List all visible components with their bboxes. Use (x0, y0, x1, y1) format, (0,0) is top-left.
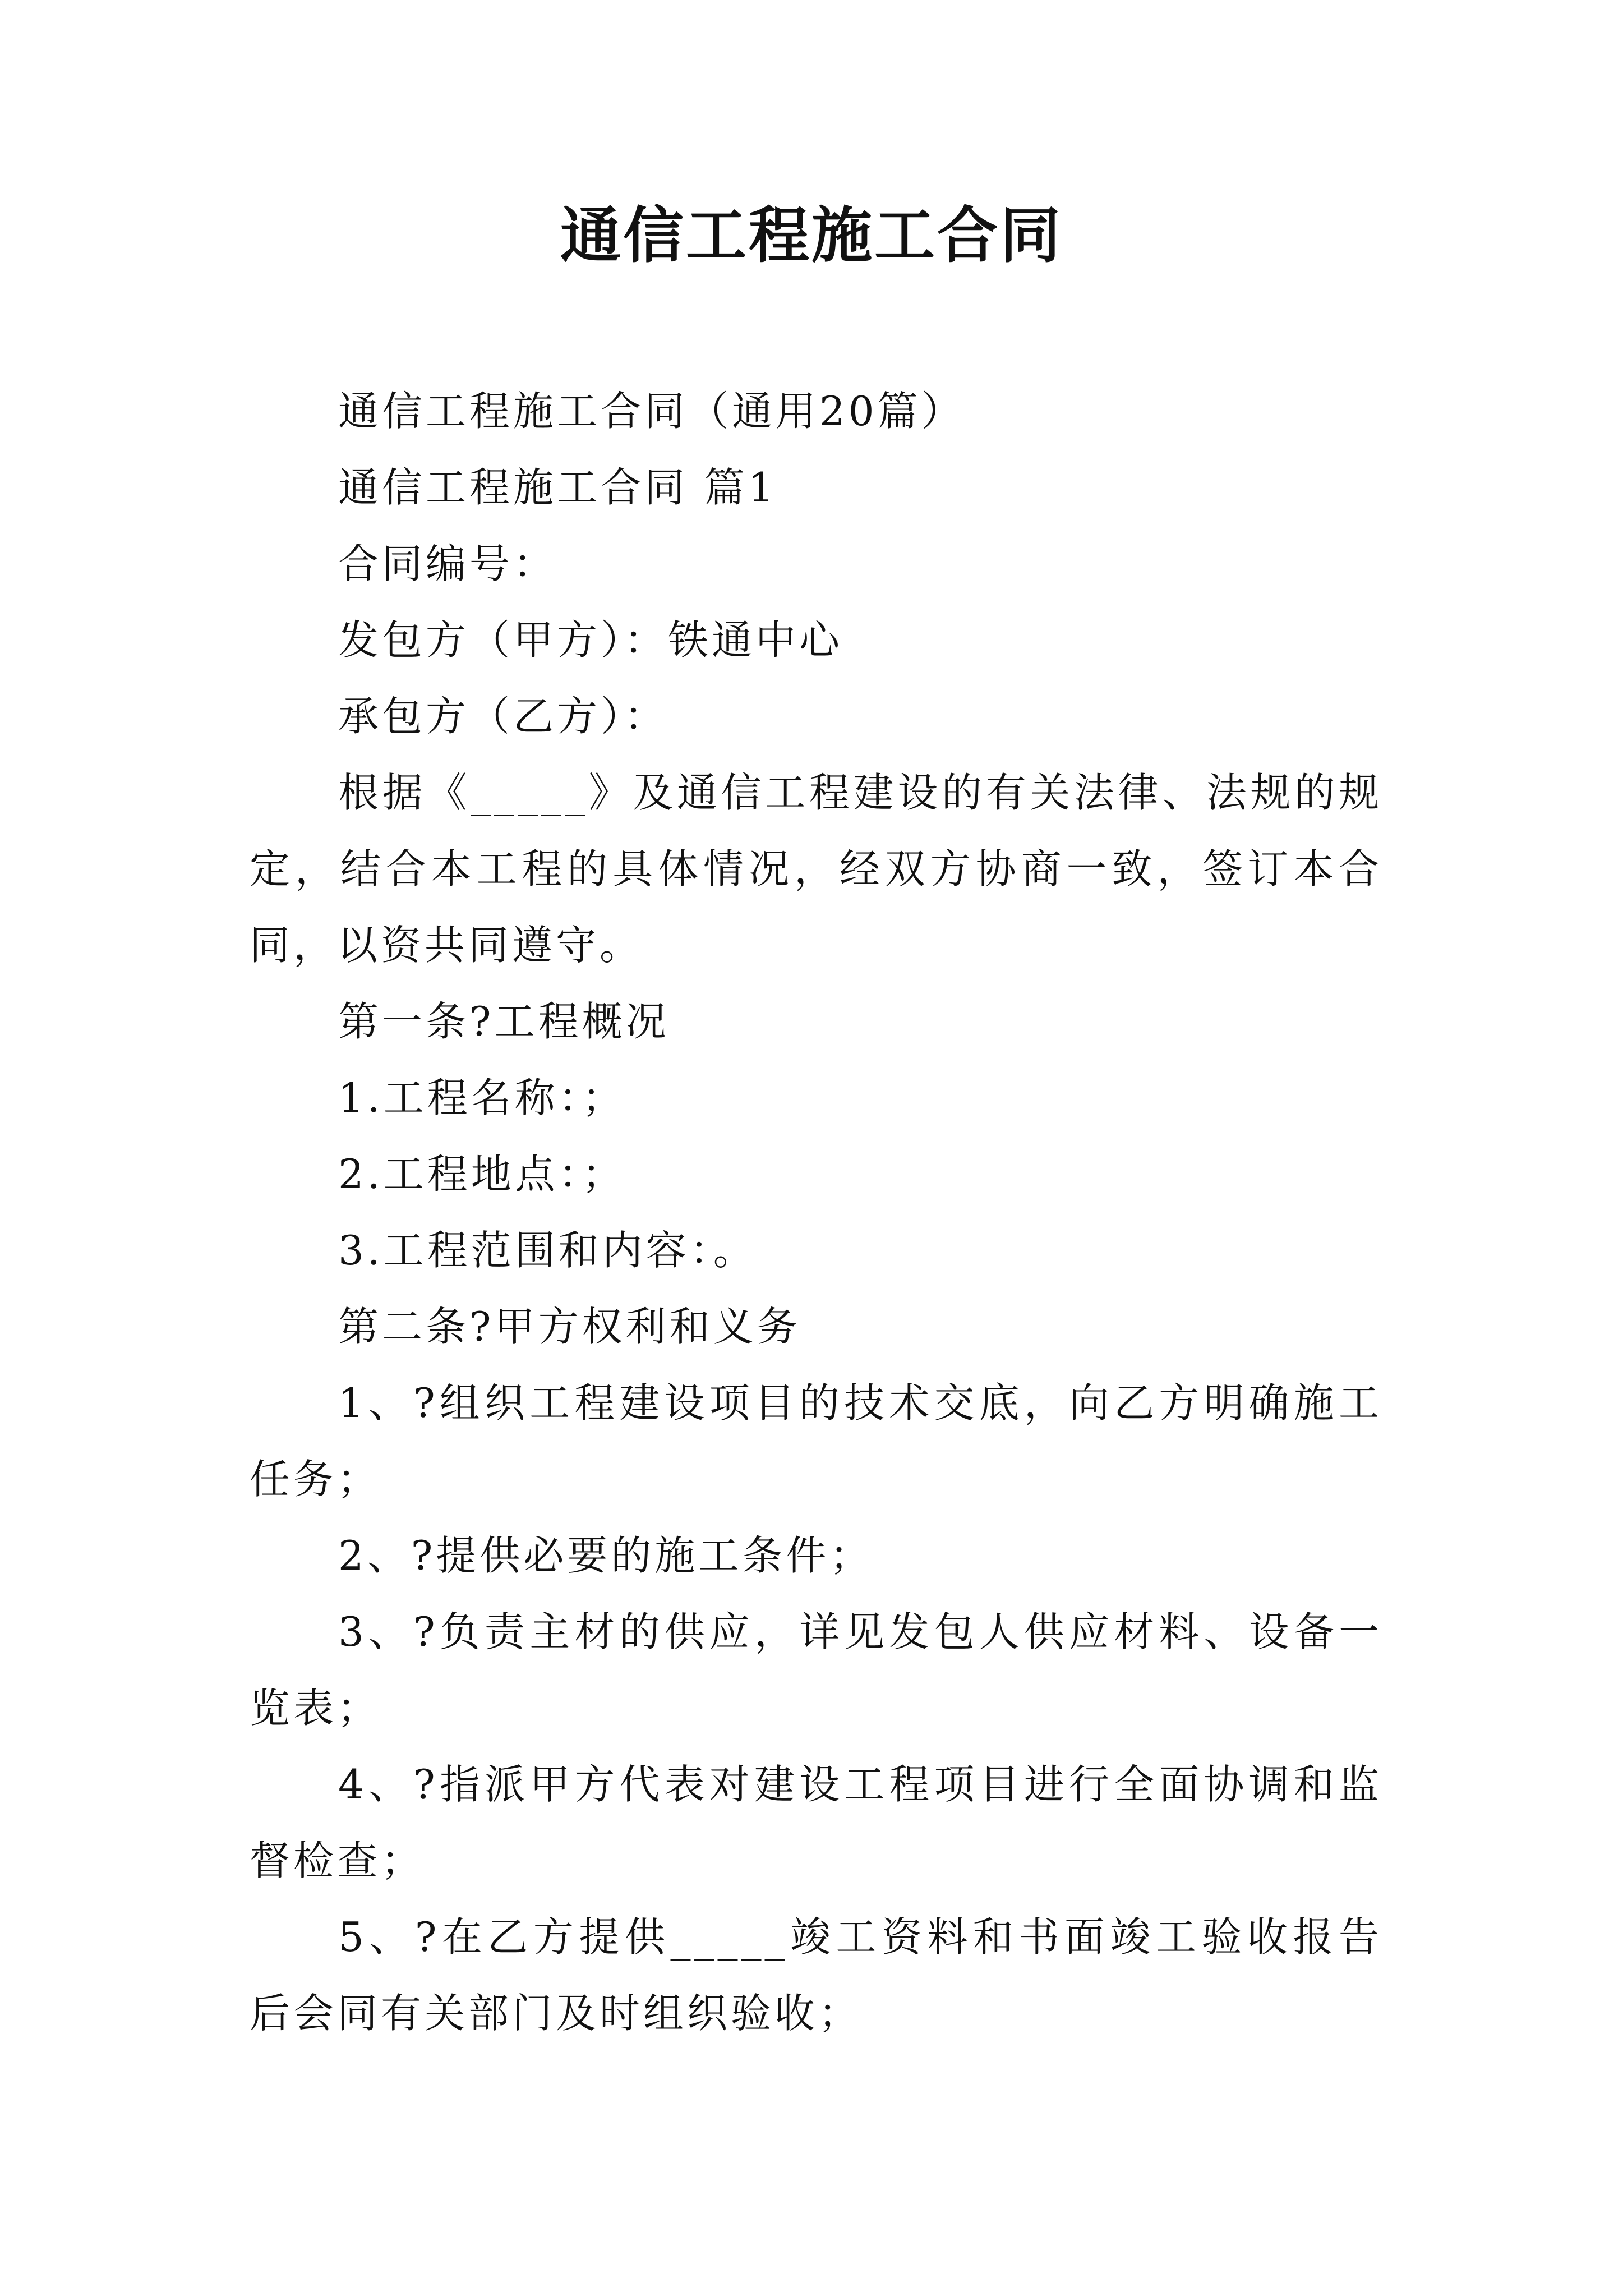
paragraph-project-name: 1.工程名称：； (338, 1074, 626, 1121)
paragraph-contract-number: 合同编号： (338, 540, 557, 587)
paragraph-project-scope: 3.工程范围和内容：。 (338, 1227, 757, 1274)
paragraph-obligation-4: 4、?指派甲方代表对建设工程项目进行全面协调和监督检查； (250, 1761, 1382, 1884)
paragraph-article-2: 第二条?甲方权利和义务 (338, 1303, 801, 1350)
paragraph-obligation-3: 3、?负责主材的供应，详见发包人供应材料、设备一览表； (250, 1608, 1382, 1732)
document-body (250, 373, 1382, 2051)
paragraph-party-b: 承包方（乙方）： (338, 693, 668, 740)
paragraph-project-location: 2.工程地点：； (338, 1151, 626, 1198)
paragraph-article-1: 第一条?工程概况 (338, 998, 670, 1045)
paragraph-obligation-5: 5、?在乙方提供_____竣工资料和书面竣工验收报告后会同有关部门及时组织验收； (250, 1913, 1382, 2037)
paragraph-heading: 通信工程施工合同（通用20篇） (338, 388, 965, 435)
document-title: 通信工程施工合同 (560, 200, 1063, 271)
paragraph-party-a: 发包方（甲方）：铁通中心 (338, 616, 843, 664)
paragraph-preamble: 根据《_____》及通信工程建设的有关法律、法规的规定，结合本工程的具体情况，经双方协商一致，签订本合同，以资共同遵守。 (250, 769, 1382, 969)
paragraph-obligation-1: 1、?组织工程建设项目的技术交底，向乙方明确施工任务； (250, 1379, 1382, 1503)
paragraph-obligation-2: 2、?提供必要的施工条件； (338, 1532, 874, 1579)
paragraph-section-title: 通信工程施工合同 篇1 (338, 464, 777, 511)
